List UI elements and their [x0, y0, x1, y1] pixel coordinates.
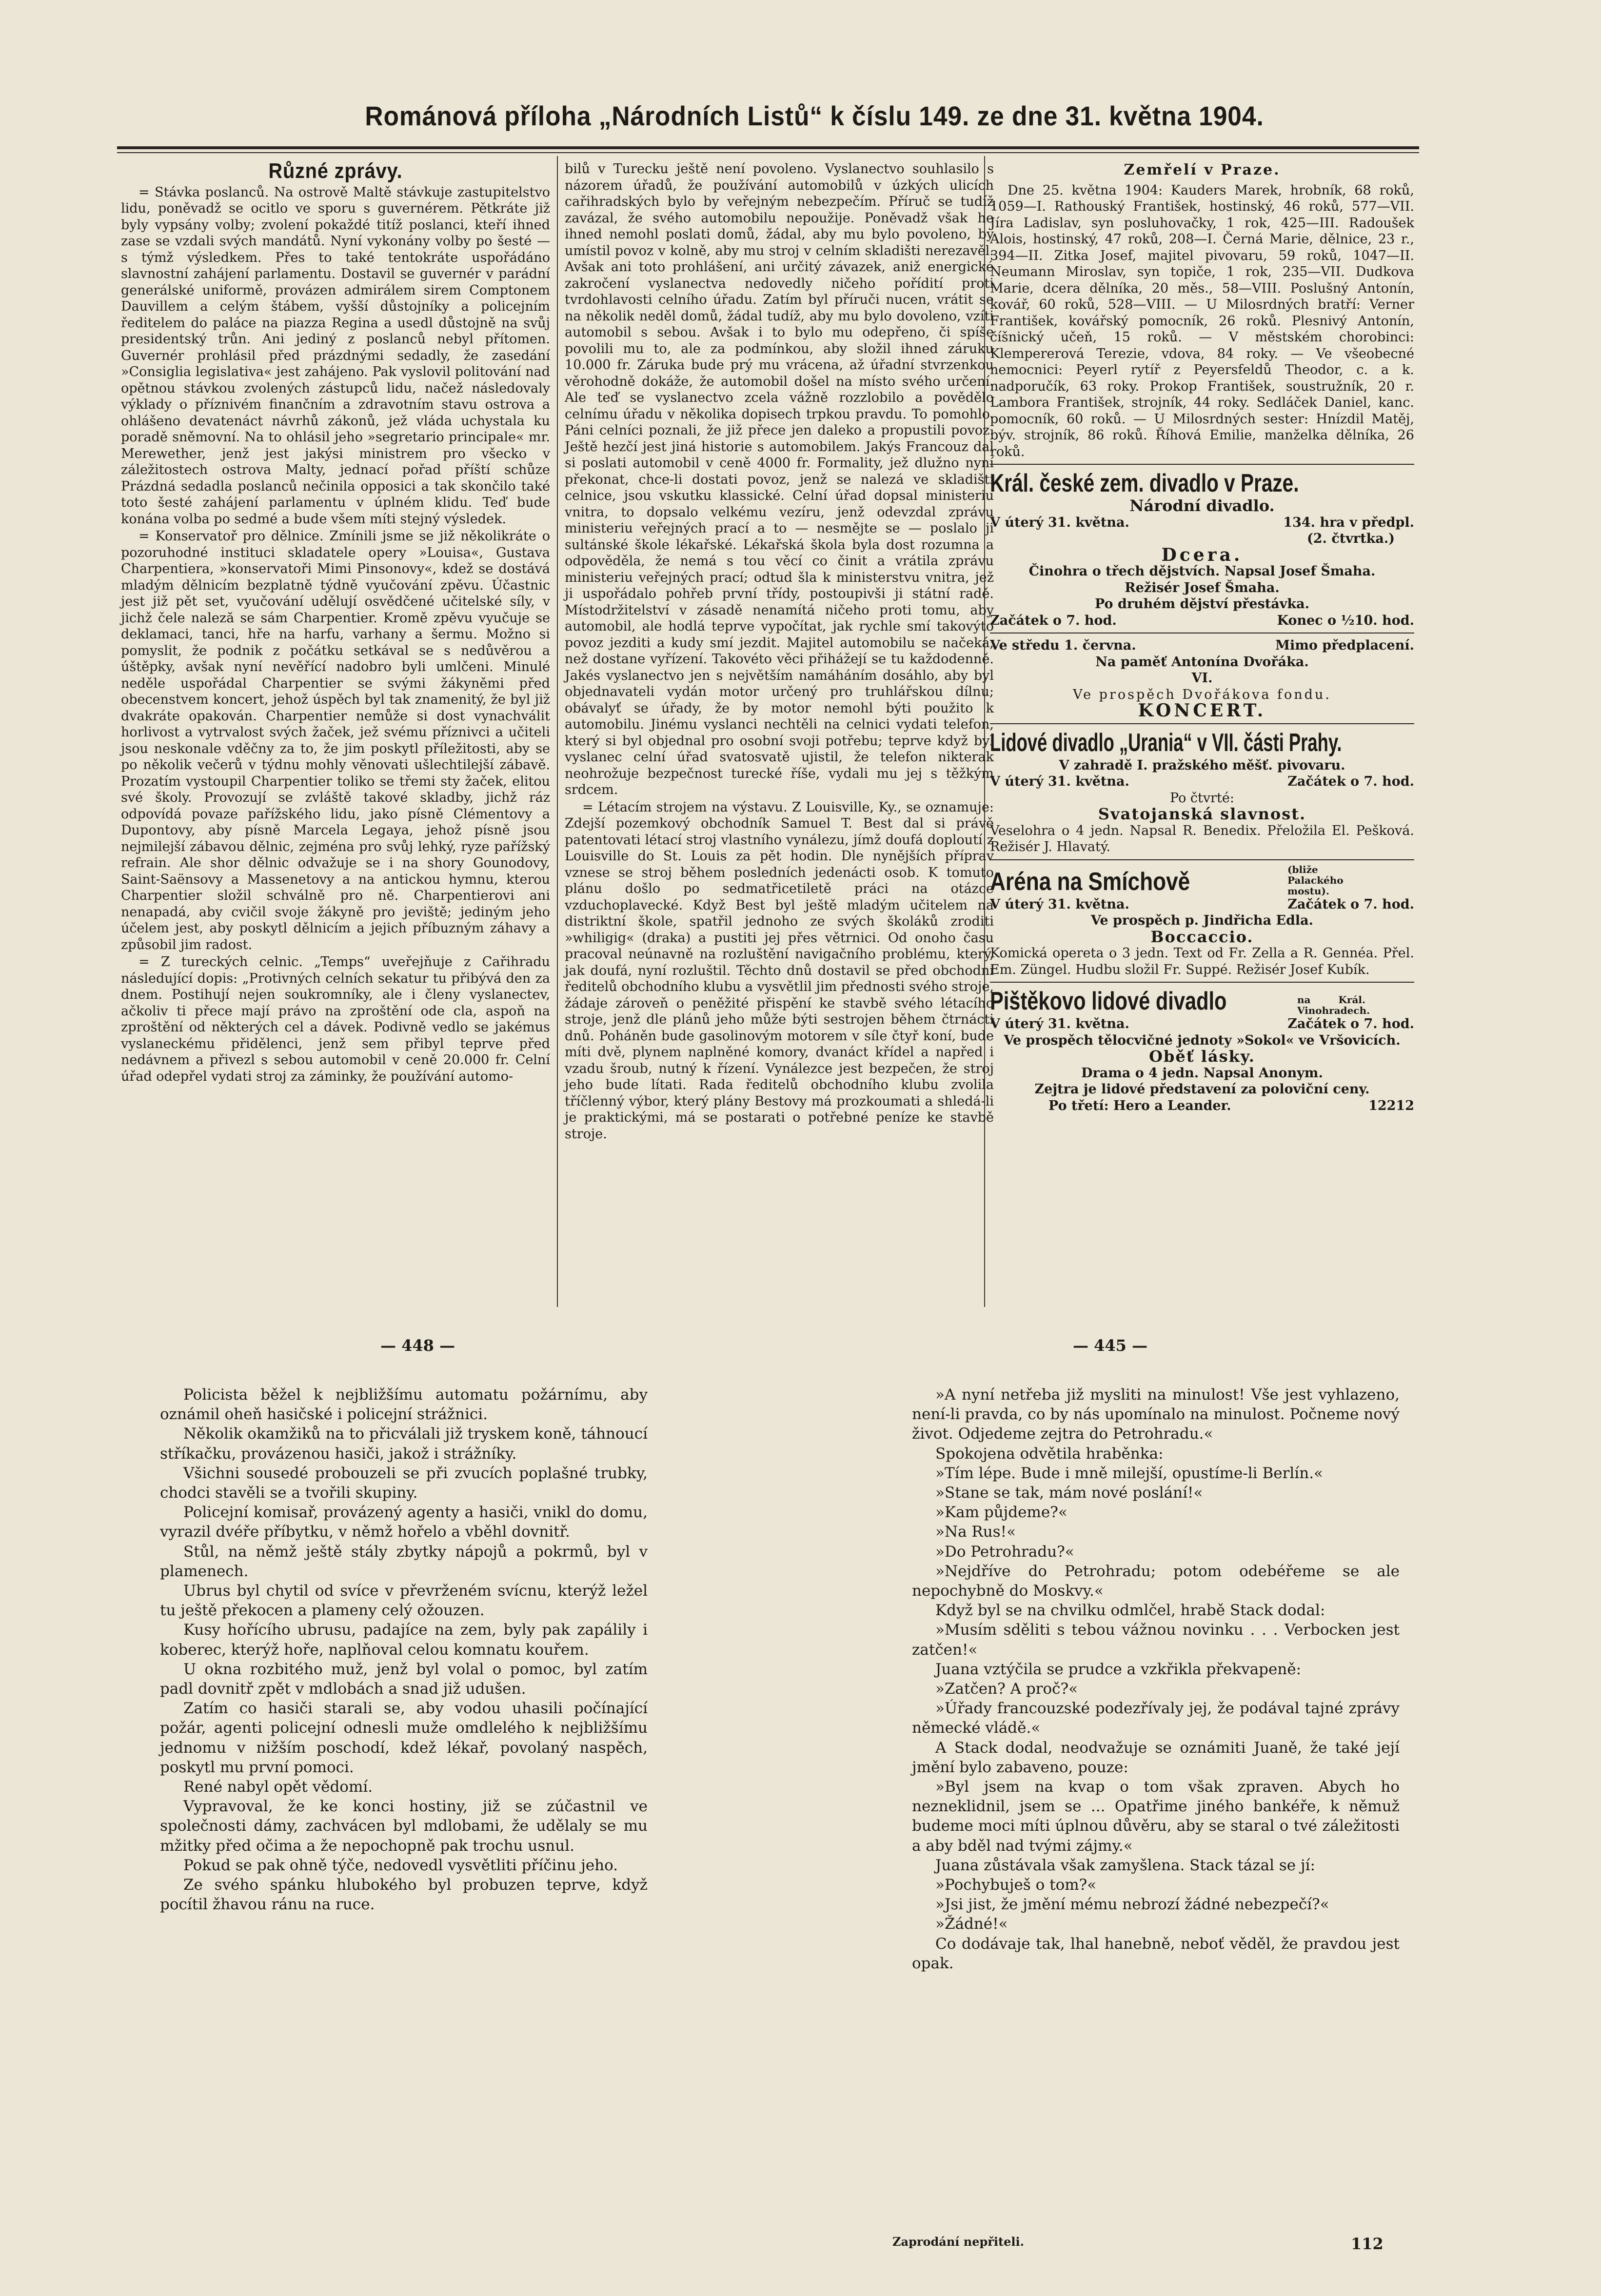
- play-title: Boccaccio.: [1150, 927, 1254, 946]
- novel-paragraph: »Tím lépe. Bude i mně milejší, opustíme-li Berlín.«: [935, 1464, 1324, 1482]
- novel-paragraph: Policejní komisař, provázený agenty a hasiči, vnikl do domu, vyrazil dvéře příbytku, v němž hořelo a vběhl dovnitř.: [160, 1504, 648, 1541]
- novel-paragraph: »A nyní netřeba již mysliti na minulost! Vše jest vyhlazeno, není-li pravda, co by nás upomínalo na minulost. Počneme nový život. Odjedeme zejtra do Petrohradu.«: [912, 1386, 1400, 1443]
- date: V úterý 31. května.: [990, 896, 1129, 912]
- note: Zejtra je lidové představení za poloviční ceny.: [1034, 1082, 1370, 1097]
- theatre-header: [990, 987, 1414, 1016]
- article-paragraph: = Z tureckých celnic. „Temps“ uveřejňuje z Cařihradu následující dopis: „Protivných celních sekatur tu přibývá den za dnem. Postihují nejen soukromníky, ale i členy vyslanectev, ačkoliv ti přece mají právo na zproštění ode cla, aspoň na zproštění od některých cel a dávek. Podivně vedlo se jakémus vyslaneckému přidělenci, jenž sem přibyl teprve před nedávnem a přivezl s sebou automobil v ceně 20.000 fr. Celní úřad odepřel vydati stroj za záminky, že používání automo-: [121, 954, 550, 1084]
- article-paragraph: = Konservatoř pro dělnice. Zmínili jsme se již několikráte o pozoruhodné instituci skladatele opery »Louisa«, Gustava Charpentiera, »konservatoři Mimi Pinsonovy«, kdež se dostává mladým dělnicím bezplatně týdně vyučování zpěvu. Účastnic jest již pět set, vyučování udělují osvědčené učitelské síly, v jichž čele naleză se sám Charpentier. Kromě zpěvu vyučuje se deklamaci, tanci, hře na harfu, varhany a šermu. Možno si pomyslit, že podnik z počátku setkával se s nedůvěrou a úštěpky, avšak nyní nevěřící nadobro byli umlčeni. Minulé neděle uspořádal Charpentier se svými žákyněmi před obecenstvem koncert, jehož úspěch byl tak znamenitý, že byl již dvakráte opakován. Charpentier nemůže si dost vynachválit horlivost a vytrvalost svých žaček, jež svému příznivci a učiteli jsou neskonale vděčny za to, že jim poskytl příležitosti, aby se po několik večerů v týdnu mohly věnovati ušlechtilejší zábavě. Prozatím vystoupil Charpentier toliko se třemi sty žaček, elitou své školy. Provozují se zvláště takové skladby, jichž ráz odpovídá povaze pařížského lidu, jako písně Clémentovy a Dupontovy, aby písně Marcela Legaya, jehož písně jsou nejmilejší zábavou dělnic, zejména pro svůj lehký, ryze pařížský refrain. Ale shor dělnic odvažuje se i na shory Gounodovy, Saint-Saënsovy a Massenetovy a na antickou hymnu, kterou Charpentier složil schválně pro ně. Charpentierovi ani nenapadá, aby cvičil svoje žákyně pro jeviště; jediným jeho účelem jest, aby poskytl dělnicím a jejich příbuzným záhavy a způsobil jim radost.: [121, 529, 550, 952]
- play-description: Drama o 4 jedn. Napsal Anonym.: [1081, 1065, 1323, 1081]
- novel-paragraph: Stůl, na němž ještě stály zbytky nápojů a pokrmů, byl v plamenech.: [160, 1543, 648, 1580]
- repeat-note: Po čtvrté:: [1170, 790, 1234, 806]
- theatre-header: [990, 864, 1414, 896]
- article-paragraph: bilů v Turecku ještě není povoleno. Vyslanectvo souhlasilo s názorem úřadů, že používání automobilů v úzkých ulicích cařihradských bylo by veřejným nebezpečím. Příruč se tudíž zavázal, že svého automobilu nepoužije. Poněvadž však he ihned nemohl poslati domů, žádal, aby mu bylo povoleno, by umístil povoz v kolně, aby mu stroj v celním skladišti nerezavěl. Avšak ani toto prohlášení, ani určitý závazek, aniž energické zakročení vyslanectva nedovedly ničeho pořídití proti tvrdohlavosti celního úřadu. Zatím byl příruči nucen, vrátit se na několik neděl domů, žádal tudíž, aby mu bylo dovoleno, vzíti automobil s sebou. Avšak i to bylo mu odepřeno, či spíše povolili mu to, ale za podmínkou, aby složil ihned záruku 10.000 fr. Záruka bude prý mu vrácena, až úřadní stvrzenkou věrohodně dokáže, že automobil došel na místo svého určení. Ale teď se vyslanectvo zcela vážně rozzlobilo a povědělo celnímu úřadu v několika dopisech trpkou pravdu. To pomohlo. Páni celníci poznali, že již přece jen daleko a propustili povoz. Ještě hezčí jest jiná historie s automobilem. Jakýs Francouz dal si poslati automobil v ceně 4000 fr. Formality, jež dlužno nyní překonat, chce-li dostati povoz, jenž se nalezá ve skladišti celnice, jsou vskutku klassické. Celní úřad dopsal ministeriu vnitra, to dopsalo velkému vezíru, jenž odevzdal zprávu ministeriu veřejných prací a to — nesmějte se — poslalo ji sultánské škole lékařské. Lékařská škola byla dost rozumna a odpověděla, že nemá s tou věcí co činit a vrátila zprávu ministeriu veřejných prací; odtud šla k ministerstvu vnitra, jež ji uspořádalo pohřeb první třídy, postoupivši ji státní radě. Místodržitelství v zásadě nenamítá ničeho proti tomu, aby automobil, ale hodlá teprve vypočítat, jak rychle smí takovýto povoz jezditi a kudy smí jezdit. Majitel automobilu se načeká, než dostane vyřízení. Takovéto věci přihážejí se tu každodenně. Jakés vyslanectvo jen s největším namáháním dosáhlo, aby byl objednavateli vydán motor určený pro truhlářskou dílnu; obávalyť se úřady, že by motor nemohl býti použito k automobilu. Jinému vyslanci nechtěli na celnici vydati telefon, který si byl objednal pro osobní svoji potřebu; teprve když byl vyslanec celní úřad svatosvatě ujistil, že telefon nikterak neohrožuje bezpečnost turecké říše, vydali mu jej s těžkým srdcem.: [565, 161, 994, 797]
- novel-paragraph: »Kam půjdeme?«: [935, 1504, 1067, 1522]
- novel-paragraph: Pokud se pak ohně týče, nedovedl vysvětliti příčinu jeho.: [183, 1856, 618, 1874]
- novel-paragraph: »Byl jsem na kvap o tom však zpraven. Abych ho nezneklidnil, jsem se ... Opatřime jiného bankéře, k němuž budeme moci míti úplnou důvěru, aby se staral o tvé záležitosti a aby bděl nad tvými zájmy.«: [912, 1778, 1400, 1855]
- schedule-row: [990, 896, 1414, 913]
- divider: [990, 464, 1414, 465]
- masthead-rule: [117, 146, 1419, 149]
- roman-number: VI.: [1191, 671, 1213, 686]
- divider: [990, 859, 1414, 860]
- section-title: Různé zprávy.: [268, 159, 403, 183]
- footer-page-number: 112: [1351, 2235, 1384, 2253]
- intermission: Po druhém dějství přestávka.: [1094, 596, 1310, 612]
- end-time: Konec o ½10. hod.: [1277, 613, 1414, 628]
- novel-paragraph: »Stane se tak, mám nové poslání!«: [935, 1484, 1203, 1502]
- novel-paragraph: Juana zůstávala však zamyšlena. Stack tázal se jí:: [935, 1856, 1315, 1874]
- director: Režisér Josef Šmaha.: [1125, 580, 1280, 595]
- novel-paragraph: »Jsi jist, že jmění mému nebrozí žádné nebezpečí?«: [935, 1896, 1329, 1914]
- novel-paragraph: »Do Petrohradu?«: [935, 1543, 1074, 1561]
- theatre-name: Aréna na Smíchově: [990, 867, 1190, 896]
- concert-title: KONCERT.: [1138, 700, 1266, 721]
- novel-paragraph: »Úřady francouzské podezřívaly jej, že podával tajné zprávy německé vládě.«: [912, 1700, 1400, 1737]
- column-divider-1: [557, 156, 558, 1307]
- column-3: [990, 161, 1414, 1114]
- novel-paragraph: »Nejdříve do Petrohradu; potom odebéřeme se ale nepochybně do Moskvy.«: [912, 1562, 1400, 1600]
- column-2: [565, 161, 994, 1143]
- article-paragraph: = Létacím strojem na výstavu. Z Louisville, Ky., se oznamuje: Zdejší pozemkový obchodník Samuel T. Best dal si právě patentovati létací stroj vlastního vynálezu, jímž doufá doploutí z Louisville do St. Louis za pět hodin. Dle nynějších příprav vznese se stroj během posledních jedenácti osob. K tomuto plánu došlo po sedmatřicetiletě práci na otázce vzduchoplavecké. Když Best byl ještě mladým učitelem na distriktní škole, spatřil jednoho ze svých školáků zroditi »whiligig« (draka) a pustiti jej přes větrnici. Od onoho času pracoval neúnavně na rozluštění navigačního problému, který, jak doufá, nyní rozluštil. Těchto dnů dostavil se před obchodní ředitelů obchodního klubu a vysvětlil jim přednosti svého stroje, žádaje zároveň o peněžité přispění ke stavbě svého létacího stroje, jenž dle plánů jeho může býti sestrojen během čtrnácti dnů. Poháněn bude gasolinovým motorem v síle čtyř koní, bude míti dvě, plynem naplněné komory, dvanáct křídel a napřed i vzadu šroub, nutný k řízení. Vynálezce jest bezpečen, že stroj jeho bude lítati. Rada ředitelů obchodního klubu zvolila tříčlenný výbor, který plány Bestovy má prozkoumati a shledá-li je praktickými, má se postarati o potřebné peníze ke stavbě stroje.: [565, 799, 994, 1142]
- date: V úterý 31. května.: [990, 774, 1129, 789]
- start-time: Začátek o 7. hod.: [1287, 774, 1414, 789]
- start-time: Začátek o 7. hod.: [1287, 1016, 1414, 1031]
- deaths-title: Zemřelí v Praze.: [1124, 161, 1281, 178]
- subscription: (2. čtvrtka.): [1306, 531, 1395, 546]
- benefit: Ve prospěch Dvořákova fondu.: [1073, 687, 1331, 702]
- novel-paragraph: »Na Rus!«: [935, 1523, 1016, 1541]
- memorial: Na paměť Antonína Dvořáka.: [1095, 654, 1309, 670]
- schedule-row: [990, 1098, 1414, 1114]
- performance-number: 134. hra v předpl.: [1283, 515, 1414, 530]
- date: V úterý 31. května.: [990, 515, 1129, 530]
- divider: [990, 723, 1414, 724]
- page-number-right: — 445 —: [1073, 1336, 1148, 1355]
- theatre-location-note: na Král. Vinohradech.: [1297, 994, 1370, 1016]
- theatre-name: Lidové divadlo „Urania“ v VII. části Prahy.: [990, 728, 1342, 757]
- novel-paragraph: Juana vztýčila se prudce a vzkřikla překvapeně:: [935, 1660, 1302, 1678]
- novel-paragraph: René nabyl opět vědomí.: [183, 1778, 373, 1796]
- venue: V zahradě I. pražského měšť. pivovaru.: [1059, 757, 1345, 773]
- play-description: Veselohra o 4 jedn. Napsal R. Benedix. Přeložila El. Pešková. Režisér J. Hlavatý.: [990, 823, 1414, 854]
- novel-right-page: [912, 1385, 1400, 1973]
- time-row: [990, 613, 1414, 629]
- note: Mimo předplacení.: [1275, 638, 1414, 653]
- play-title: Oběť lásky.: [1149, 1047, 1255, 1066]
- novel-paragraph: »Zatčen? A proč?«: [935, 1680, 1078, 1698]
- theatre-subtitle: Národní divadlo.: [1129, 496, 1275, 515]
- novel-paragraph: Spokojena odvětila hraběnka:: [935, 1445, 1164, 1463]
- novel-left-page: [160, 1385, 648, 1914]
- article-paragraph: = Stávka poslanců. Na ostrově Maltě stávkuje zastupitelstvo lidu, poněvadž se ocitlo ve sporu s guvernérem. Pětkráte již byly vypsány volby; zvolení pokaždé titíž poslanci, kteří ihned zase se vzdali svých mandátů. Nyní vykonány volby po šesté — s týmž výsledkem. Přes to také tentokráte uspořádáno slavnostní zahájení parlamentu. Dostavil se guvernér v parádní generálské uniformě, provázen admirálem sirem Comptonem Dauvillem a celým štábem, vyšší důstojníky a policejním ředitelem do paláce na piazza Regina a usedl důstojně na svůj presidentský trůn. Ani jediný z poslanců nebyl přítomen. Guvernér prohlásil před prázdnými sedadly, že zasedání »Consiglia legislativa« jest zahájeno. Pak vyslovil politování nad opětnou stávkou zvolených zástupců lidu, načež následovaly výklady o příznivém finančním a zdravotním stavu ostrova a ohlášeno devatenáct návrhů zákonů, jež vláda uchystala ku poradě sněmovní. Na to ohlásil jeho »segretario principale« mr. Merewether, jenž jest jakýsi ministrem pro všecko v záležitostech ostrova Malty, jednací pořad příští schůze Prázdná sedadla poslanců nečinila opposici a tak skončilo také toto šesté zahájení parlamentu v úplném klidu. Teď bude konána volba po sedmé a bude všem míti stejný výsledek.: [121, 184, 550, 527]
- page-number-left: — 448 —: [380, 1336, 455, 1355]
- novel-paragraph: Zatím co hasiči starali se, aby vodou uhasili počínající požár, agenti policejní odnesli muže omdlelého k nejbližšímu jednomu v nižším poschodí, kdež lékař, povolaný naspěch, poskytl mu první pomoci.: [160, 1700, 648, 1776]
- novel-paragraph: A Stack dodal, neodvažuje se oznámiti Juaně, že také její jmění bylo zabaveno, pouze:: [912, 1739, 1400, 1776]
- novel-paragraph: »Musím sděliti s tebou vážnou novinku . . . Verbocken jest zatčen!«: [912, 1621, 1400, 1659]
- footer-title: Zaprodání nepřiteli.: [892, 2235, 1024, 2249]
- play-title: Dcera.: [1161, 544, 1243, 565]
- novel-paragraph: Ze svého spánku hlubokého byl probuzen teprve, když pocítil žhavou ránu na ruce.: [160, 1876, 648, 1914]
- theatre-name: Král. české zem. divadlo v Praze.: [990, 469, 1299, 497]
- schedule-row: [990, 637, 1414, 654]
- date: V úterý 31. května.: [990, 1016, 1129, 1031]
- play-description: Komická opereta o 3 jedn. Text od Fr. Zella a R. Gennéa. Přel. Em. Züngel. Hudbu složil Fr. Suppé. Režisér Josef Kubík.: [990, 946, 1414, 977]
- schedule-row: [990, 1016, 1414, 1032]
- theatre-location-note: (bliže Palackého mostu).: [1287, 863, 1344, 897]
- deaths-list: Dne 25. května 1904: Kauders Marek, hrobník, 68 roků, 1059—I. Rathouský František, hostinský, 46 roků, 577—VII. Jíra Ladislav, syn posluhovačky, 1 rok, 425—III. Radoušek Alois, hostinský, 47 roků, 208—I. Černá Marie, dělnice, 23 r., 394—II. Zitka Josef, majitel pivovaru, 59 roků, 1047—II. Neumann Miroslav, syn topiče, 1 rok, 235—VII. Dudkova Marie, dcera dělníka, 20 měs., 58—VIII. Poslušný Antonín, kovář, 60 roků, 528—VIII. — U Milosrdných bratří: Verner František, kovářský pomocník, 26 roků. Plesnivý Antonín, číšnický učeň, 15 roků. — V městském chorobinci: Klempererová Terezie, vdova, 84 roky. — Ve všeobecné nemocnici: Peyerl rytíř z Peyersfeldů Theodor, c. a k. nadporučík, 63 roky. Prokop František, soustružník, 20 r. Lambora František, strojník, 44 roky. Sedláček Daniel, kanc. pomocník, 60 roků. — U Milosrdných sester: Hnízdil Matěj, býv. strojník, 86 roků. Říhová Emilie, manželka dělníka, 26 roků.: [990, 182, 1414, 459]
- novel-paragraph: Co dodávaje tak, lhal hanebně, neboť věděl, že pravdou jest opak.: [912, 1935, 1400, 1972]
- date: Ve středu 1. června.: [990, 638, 1136, 653]
- novel-paragraph: Několik okamžiků na to přicválali již tryskem koně, táhnoucí stříkačku, provázenou hasiči, jakož i strážníky.: [160, 1425, 648, 1463]
- theatre-name: Pištěkovo lidové divadlo: [990, 987, 1227, 1015]
- novel-paragraph: Když byl se na chvilku odmlčel, hrabě Stack dodal:: [935, 1602, 1325, 1620]
- next-play: Po třetí: Hero a Leander.: [1048, 1098, 1231, 1113]
- novel-paragraph: Kusy hořícího ubrusu, padajíce na zem, byly pak zapálily i koberec, kterýž hoře, naplňoval celou komnatu kouřem.: [160, 1621, 648, 1659]
- divider: [990, 982, 1414, 983]
- play-description: Činohra o třech dějstvích. Napsal Josef Šmaha.: [1028, 564, 1376, 579]
- masthead-rule-thin: [117, 152, 1419, 153]
- novel-paragraph: U okna rozbitého muž, jenž byl volal o pomoc, byl zatím padl dovnitř zpět v mdlobách a snad již udušen.: [160, 1660, 648, 1698]
- schedule-row: [990, 773, 1414, 790]
- start-time: Začátek o 7. hod.: [1287, 896, 1414, 912]
- novel-paragraph: »Žádné!«: [935, 1915, 1008, 1933]
- schedule-row: [990, 515, 1414, 531]
- play-title: Svatojanská slavnost.: [1098, 805, 1306, 823]
- novel-paragraph: Vypravoval, že ke konci hostiny, již se zúčastnil ve společnosti dámy, zachvácen byl mdlobami, že udělaly se mu mžitky před očima a že nepochopně pak trochu usnul.: [160, 1798, 648, 1855]
- column-1: [121, 161, 550, 1086]
- benefit: Ve prospěch p. Jindřicha Edla.: [1090, 913, 1314, 928]
- novel-paragraph: Policista běžel k nejbližšímu automatu požárnímu, aby oznámil oheň hasičské i policejní strážnici.: [160, 1386, 648, 1424]
- novel-paragraph: »Pochybuješ o tom?«: [935, 1876, 1097, 1894]
- masthead: Románová příloha „Národních Listů“ k číslu 149. ze dne 31. května 1904.: [365, 100, 1264, 131]
- benefit: Ve prospěch tělocvičné jednoty »Sokol« ve Vršovicích.: [1004, 1032, 1401, 1048]
- novel-paragraph: Ubrus byl chytil od svíce v převrženém svícnu, kterýž ležel tu ještě překocen a plameny celý ožouzen.: [160, 1582, 648, 1620]
- start-time: Začátek o 7. hod.: [990, 613, 1117, 628]
- novel-paragraph: Všichni sousedé probouzeli se při zvucích poplašné trubky, chodci stavěli se a tvořili skupiny.: [160, 1464, 648, 1502]
- ad-code: 12212: [1368, 1098, 1414, 1113]
